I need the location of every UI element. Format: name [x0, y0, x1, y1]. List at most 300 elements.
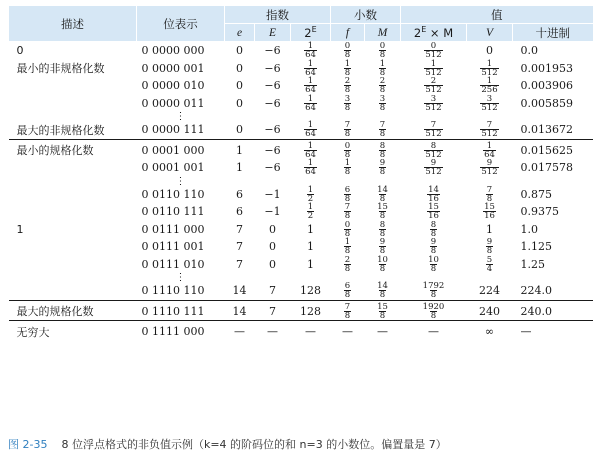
header-value: 值 — [401, 6, 593, 24]
numerator: 15 — [377, 202, 388, 213]
cell-e: 1 — [236, 143, 243, 157]
cell-decimal: 224.0 — [513, 282, 593, 300]
figure-caption — [8, 436, 592, 452]
denominator: 64 — [305, 167, 316, 178]
denominator: 512 — [425, 129, 442, 140]
cell-description — [9, 77, 137, 95]
fraction — [486, 186, 493, 203]
cell-bits: 0 0111 000 — [141, 222, 205, 236]
cell-empty — [225, 112, 593, 121]
cell-2EM — [401, 221, 467, 239]
cell-f — [331, 95, 365, 113]
numerator: 2 — [379, 76, 386, 87]
fraction — [422, 282, 446, 299]
numerator: 14 — [377, 281, 388, 292]
numerator: 9 — [486, 158, 493, 169]
float-values-table — [8, 6, 593, 341]
cell-f: — — [342, 325, 353, 339]
fraction — [344, 42, 351, 59]
cell-f — [331, 282, 365, 300]
fraction — [430, 238, 437, 255]
header-e: e — [225, 24, 255, 42]
fraction — [344, 142, 351, 159]
numerator: 2 — [344, 76, 351, 87]
table-row — [9, 203, 593, 221]
numerator: 1 — [379, 58, 386, 69]
denominator: 8 — [344, 290, 351, 301]
cell-M — [365, 186, 401, 204]
fraction — [379, 42, 386, 59]
numerator: 9 — [379, 237, 386, 248]
numerator: 1 — [486, 76, 493, 87]
table-row — [9, 121, 593, 139]
cell-2E: 1 — [307, 222, 314, 236]
fraction — [486, 238, 493, 255]
numerator: 8 — [430, 219, 437, 230]
numerator: 2 — [344, 254, 351, 265]
numerator: 10 — [377, 254, 388, 265]
numerator: 1 — [344, 237, 351, 248]
fraction — [379, 60, 386, 77]
cell-empty — [225, 177, 593, 186]
cell-V — [467, 238, 513, 256]
cell-2EM — [401, 282, 467, 300]
cell-decimal: 1.125 — [520, 240, 552, 254]
cell-decimal: 0.015625 — [520, 143, 573, 157]
table-row — [9, 159, 593, 177]
cell-description — [9, 95, 137, 113]
denominator: 64 — [305, 129, 316, 140]
numerator: 3 — [379, 93, 386, 104]
fraction — [344, 203, 351, 220]
numerator: 1 — [486, 58, 493, 69]
numerator: 5 — [486, 254, 493, 265]
cell-e: 0 — [225, 121, 255, 139]
denominator: 8 — [344, 50, 351, 61]
header-2EM: $2^E \times M$ — [401, 24, 467, 42]
fraction — [304, 60, 317, 77]
cell-E: 0 — [269, 222, 276, 236]
fraction — [427, 186, 440, 203]
fraction — [344, 60, 351, 77]
cell-2EM: — — [428, 325, 439, 339]
fraction — [304, 95, 317, 112]
cell-2E — [291, 95, 331, 113]
cell-2E — [291, 121, 331, 139]
cell-E: −6 — [264, 61, 281, 75]
cell-bits: 0 0000 001 — [141, 61, 205, 75]
header-fraction: 小数 — [331, 6, 401, 24]
numerator: 1920 — [422, 301, 445, 312]
denominator: 8 — [344, 310, 351, 321]
numerator: 0 — [430, 41, 437, 52]
denominator: 512 — [481, 129, 498, 140]
cell-M — [365, 159, 401, 177]
numerator: 7 — [486, 184, 493, 195]
cell-2E — [291, 203, 331, 221]
fraction — [344, 282, 351, 299]
fraction — [424, 121, 442, 138]
cell-2EM — [401, 95, 467, 113]
fraction — [376, 203, 389, 220]
cell-empty — [9, 273, 137, 282]
cell-2EM — [401, 139, 467, 159]
cell-e: 6 — [236, 187, 243, 201]
cell-2E — [291, 139, 331, 159]
cell-description: 0 — [16, 44, 24, 58]
cell-M — [365, 60, 401, 78]
cell-description — [9, 186, 137, 204]
numerator: 7 — [430, 120, 437, 131]
cell-2EM — [401, 60, 467, 78]
cell-decimal: 0.005859 — [520, 96, 573, 110]
cell-V: 240 — [467, 300, 513, 321]
numerator: 1 — [307, 158, 314, 169]
cell-e: — — [234, 325, 245, 339]
fraction — [483, 203, 496, 220]
fraction — [344, 186, 351, 203]
cell-V: 224 — [467, 282, 513, 300]
cell-2EM — [401, 238, 467, 256]
denominator: 8 — [430, 310, 437, 321]
denominator: 8 — [344, 193, 351, 204]
cell-description — [9, 282, 137, 300]
cell-bits: 0 0000 000 — [141, 44, 205, 58]
numerator: 8 — [379, 140, 386, 151]
cell-bits: 0 0001 000 — [141, 143, 205, 157]
cell-2EM — [401, 203, 467, 221]
cell-empty — [225, 273, 593, 282]
cell-decimal: 0.0 — [520, 44, 538, 58]
header-description: 描述 — [9, 6, 137, 42]
cell-2E: 128 — [291, 300, 331, 321]
cell-description: 1 — [16, 222, 24, 236]
cell-M: — — [377, 325, 388, 339]
cell-f — [331, 186, 365, 204]
cell-e: 0 — [236, 96, 243, 110]
numerator: 1 — [486, 140, 493, 151]
numerator: 7 — [344, 202, 351, 213]
numerator: 1 — [344, 58, 351, 69]
cell-M — [365, 95, 401, 113]
cell-decimal: 240.0 — [513, 300, 593, 321]
fraction — [304, 159, 317, 176]
table-row — [9, 139, 593, 159]
cell-2E — [291, 42, 331, 60]
fraction — [304, 121, 317, 138]
cell-M — [365, 121, 401, 139]
cell-V — [467, 77, 513, 95]
cell-2EM — [401, 256, 467, 274]
numerator: 7 — [486, 120, 493, 131]
cell-M — [365, 300, 401, 321]
cell-2E: 1 — [307, 240, 314, 254]
numerator: 9 — [430, 237, 437, 248]
table-row — [9, 282, 593, 300]
table-row — [9, 186, 593, 204]
cell-E: −6 — [264, 96, 281, 110]
cell-M — [365, 42, 401, 60]
denominator: 8 — [379, 246, 386, 257]
header-V: V — [467, 24, 513, 42]
cell-decimal: 0.013672 — [513, 121, 593, 139]
cell-e: 14 — [225, 300, 255, 321]
fraction — [480, 159, 498, 176]
fraction — [304, 77, 317, 94]
cell-decimal: 1.0 — [520, 222, 538, 236]
denominator: 8 — [430, 228, 437, 239]
numerator: 0 — [344, 140, 351, 151]
fraction — [379, 77, 386, 94]
table-row — [9, 42, 593, 60]
denominator: 8 — [486, 246, 493, 257]
cell-M — [365, 221, 401, 239]
denominator: 8 — [379, 193, 386, 204]
ellipsis-row — [9, 177, 593, 186]
table-row — [9, 238, 593, 256]
denominator: 8 — [379, 85, 386, 96]
cell-empty — [9, 177, 137, 186]
numerator: 1 — [307, 140, 314, 151]
cell-V — [467, 203, 513, 221]
denominator: 64 — [305, 102, 316, 113]
cell-M — [365, 282, 401, 300]
denominator: 8 — [486, 193, 493, 204]
denominator: 8 — [379, 310, 386, 321]
cell-decimal: 0.875 — [520, 187, 552, 201]
cell-e: 7 — [236, 222, 243, 236]
numerator: 7 — [379, 120, 386, 131]
cell-E: −6 — [264, 161, 281, 175]
denominator: 512 — [481, 102, 498, 113]
cell-e: 0 — [236, 44, 243, 58]
cell-f — [331, 139, 365, 159]
denominator: 64 — [305, 149, 316, 160]
cell-empty — [9, 112, 137, 121]
figure-number: 图 2-35 — [8, 438, 48, 451]
numerator: 8 — [379, 219, 386, 230]
cell-V — [467, 159, 513, 177]
cell-V — [467, 139, 513, 159]
numerator: 1 — [307, 184, 314, 195]
cell-description: 最小的非规格化数 — [16, 62, 105, 76]
cell-2E: 128 — [291, 282, 331, 300]
numerator: 1792 — [422, 281, 445, 292]
fraction — [379, 142, 386, 159]
fraction — [344, 159, 351, 176]
fraction — [430, 221, 437, 238]
cell-bits: 0 0110 110 — [141, 187, 205, 201]
cell-description — [9, 203, 137, 221]
denominator: 8 — [344, 211, 351, 222]
cell-E: −1 — [264, 187, 281, 201]
fraction — [344, 256, 351, 273]
numerator: 3 — [344, 93, 351, 104]
fraction — [376, 186, 389, 203]
fraction — [307, 203, 314, 220]
fraction — [344, 221, 351, 238]
denominator: 64 — [305, 67, 316, 78]
fraction — [344, 303, 351, 320]
numerator: 1 — [344, 158, 351, 169]
cell-f — [331, 203, 365, 221]
cell-E: −6 — [264, 79, 281, 93]
cell-f — [331, 60, 365, 78]
denominator: 8 — [379, 290, 386, 301]
table-body — [9, 42, 593, 341]
denominator: 8 — [344, 102, 351, 113]
denominator: 512 — [425, 67, 442, 78]
fraction — [376, 256, 389, 273]
cell-e: 6 — [236, 205, 243, 219]
cell-e: 0 — [236, 61, 243, 75]
fraction — [424, 142, 442, 159]
denominator: 8 — [430, 246, 437, 257]
fraction — [379, 121, 386, 138]
denominator: 8 — [430, 290, 437, 301]
denominator: 4 — [486, 263, 493, 274]
cell-f — [331, 77, 365, 95]
caption-text: 8 位浮点格式的非负值示例（k=4 的阶码位的和 n=3 的小数位。偏置量是 7） — [61, 438, 447, 451]
cell-2EM — [401, 159, 467, 177]
numerator: 0 — [344, 219, 351, 230]
cell-V: 0 — [486, 44, 493, 58]
denominator: 8 — [379, 149, 386, 160]
fraction — [480, 60, 498, 77]
fraction — [379, 95, 386, 112]
cell-V — [467, 186, 513, 204]
numerator: 1 — [307, 41, 314, 52]
fraction — [483, 142, 496, 159]
cell-V: 1 — [486, 222, 493, 236]
denominator: 512 — [481, 67, 498, 78]
numerator: 6 — [344, 184, 351, 195]
fraction — [379, 221, 386, 238]
numerator: 3 — [486, 93, 493, 104]
fraction — [427, 256, 440, 273]
cell-bits: 0 1111 000 — [141, 325, 205, 339]
fraction — [486, 256, 493, 273]
cell-V — [467, 121, 513, 139]
denominator: 8 — [344, 85, 351, 96]
numerator: 1 — [307, 58, 314, 69]
ellipsis-row — [9, 273, 593, 282]
superscript: E — [311, 25, 317, 35]
denominator: 8 — [379, 50, 386, 61]
fraction — [304, 42, 317, 59]
cell-M — [365, 139, 401, 159]
cell-decimal: — — [520, 325, 532, 339]
cell-E: −6 — [264, 143, 281, 157]
denominator: 8 — [344, 149, 351, 160]
cell-2EM — [401, 42, 467, 60]
fraction — [304, 142, 317, 159]
cell-E: 7 — [255, 300, 291, 321]
table-row — [9, 221, 593, 239]
denominator: 8 — [379, 228, 386, 239]
denominator: 8 — [344, 246, 351, 257]
cell-bits: 0 1110 110 — [137, 282, 225, 300]
cell-f — [331, 300, 365, 321]
denominator: 8 — [379, 263, 386, 274]
cell-description — [9, 159, 137, 177]
fraction — [344, 95, 351, 112]
numerator: 1 — [430, 58, 437, 69]
denominator: 8 — [344, 67, 351, 78]
denominator: 512 — [425, 149, 442, 160]
fraction — [379, 238, 386, 255]
cell-e: 7 — [236, 257, 243, 271]
numerator: 14 — [377, 184, 388, 195]
denominator: 8 — [430, 263, 437, 274]
numerator: 6 — [344, 281, 351, 292]
denominator: 8 — [344, 263, 351, 274]
numerator: 1 — [307, 202, 314, 213]
header-M: M — [365, 24, 401, 42]
table-row — [9, 256, 593, 274]
cell-M — [365, 203, 401, 221]
cell-V — [467, 256, 513, 274]
vertical-ellipsis: ⋮ — [175, 272, 186, 283]
denominator: 16 — [484, 211, 495, 222]
fraction — [344, 121, 351, 138]
table-row — [9, 321, 593, 341]
cell-E: −1 — [264, 205, 281, 219]
numerator: 2 — [430, 76, 437, 87]
cell-V — [467, 95, 513, 113]
fraction — [422, 303, 446, 320]
cell-M — [365, 77, 401, 95]
denominator: 2 — [307, 211, 314, 222]
cell-V — [467, 60, 513, 78]
fraction — [376, 282, 389, 299]
cell-bits: 0 0000 010 — [141, 79, 205, 93]
cell-M — [365, 256, 401, 274]
numerator: 15 — [377, 301, 388, 312]
cell-e: 1 — [236, 161, 243, 175]
fraction — [307, 186, 314, 203]
fraction — [424, 95, 442, 112]
table-row — [9, 95, 593, 113]
denominator: 8 — [379, 167, 386, 178]
cell-bits: 0 0111 001 — [141, 240, 205, 254]
fraction — [379, 159, 386, 176]
cell-E: 0 — [269, 257, 276, 271]
numerator: 0 — [379, 41, 386, 52]
cell-decimal: 1.25 — [520, 257, 545, 271]
denominator: 64 — [305, 85, 316, 96]
cell-description: 最大的规格化数 — [9, 300, 137, 321]
denominator: 512 — [425, 167, 442, 178]
numerator: 1 — [307, 120, 314, 131]
cell-decimal: 0.003906 — [520, 79, 573, 93]
fraction — [376, 303, 389, 320]
superscript: E — [421, 25, 427, 35]
vertical-ellipsis: ⋮ — [175, 175, 186, 187]
cell-bits: 0 0001 001 — [141, 161, 205, 175]
cell-description — [9, 256, 137, 274]
denominator: 16 — [428, 211, 439, 222]
fraction — [480, 77, 498, 94]
cell-E: 7 — [255, 282, 291, 300]
numerator: 1 — [307, 76, 314, 87]
cell-2E — [291, 186, 331, 204]
cell-E: 0 — [269, 240, 276, 254]
numerator: 10 — [428, 254, 439, 265]
denominator: 8 — [344, 167, 351, 178]
cell-f — [331, 238, 365, 256]
fraction — [344, 238, 351, 255]
